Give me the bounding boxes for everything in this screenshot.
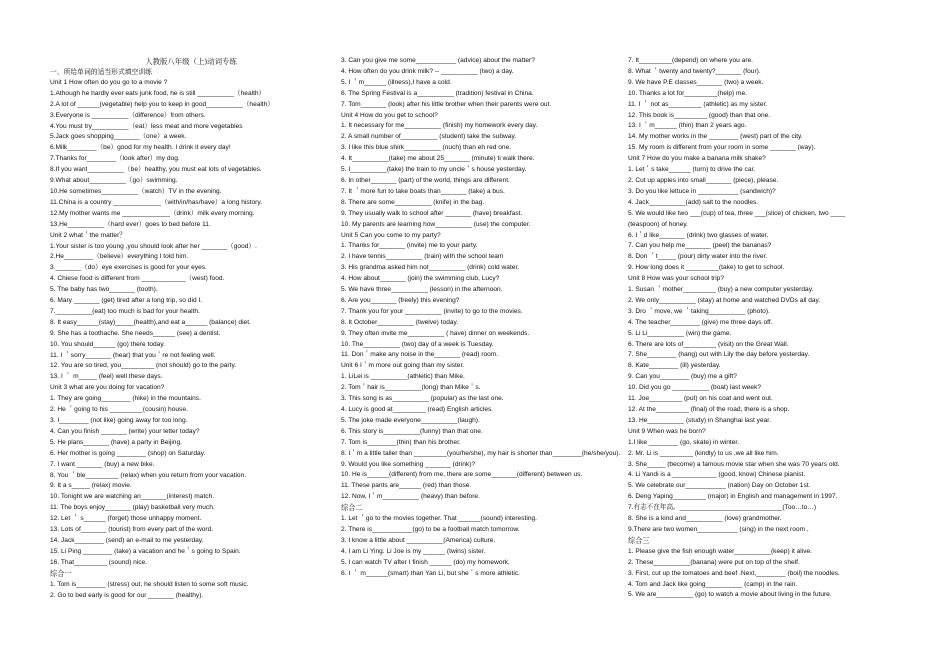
exercise-line: 10. Thanks a lot for_________(help) me. (628, 89, 748, 97)
exercise-line: 5. He plans_______ (have) a party in Beijing. (50, 438, 182, 446)
exercise-line: 5. I can watch TV after I finish ______ (do) my homework. (341, 558, 510, 566)
exercise-line: 9. It a s_____ (relax) movie. (50, 482, 132, 490)
exercise-line: 1. Tom is________ (stress) out, he should listen to some soft music. (50, 580, 249, 588)
exercise-line: 1. It necessary for me__________ (finish) my homework every day. (341, 122, 538, 130)
exercise-line: 1.Your sister is too young ,you should look after her _______（good）. (50, 242, 257, 250)
exercise-line: 13.He__________（hard ever）goes to bed before 11. (50, 220, 211, 228)
exercise-line: 8. I＇m a little taller than _________(you/he/she), my hair is shorter than________(he/she/you). (341, 449, 621, 457)
column-2 (341, 56, 623, 580)
exercise-line: 4. Tom and Jack like going__________ (camp) in the rain. (628, 580, 798, 588)
exercise-line: 14. Jack________ (send) an e-mail to me yesterday. (50, 536, 204, 544)
exercise-line: 4.You must try__________（eat）less meat and more vegetables (50, 122, 243, 130)
exercise-line: 3.Everyone is __________（difference）from others. (50, 111, 206, 119)
exercise-line: 6. Her mother is going ________ (shop) on Saturday. (50, 449, 206, 457)
exercise-line: 4. Lucy is good at_________ (read) English articles. (341, 406, 494, 413)
exercise-line: 9. Can you________ (buy) me a gift? (628, 373, 737, 381)
exercise-line: 2. A small number of__________ (student) take the subway. (341, 133, 517, 141)
exercise-line: 1. Let＇s take______ (turn) to drive the car. (628, 166, 756, 174)
exercise-line: 10. You should______ (go) there today. (50, 340, 165, 348)
exercise-line: 2.A lot of ______(vegetable) help you to keep in good__________（health） (50, 100, 274, 108)
unit-heading: Unit 4 How do you get to school? (341, 111, 438, 119)
exercise-line: 5. I__________(take) the train to my uncle＇s house yesterday. (341, 166, 527, 174)
exercise-line: 11. Joe_________ (put) on his coat and went out. (628, 395, 773, 403)
exercise-line: 9.There are two women___________ (sing) in the next room , (628, 525, 809, 533)
exercise-line: 3. She_____ (become) a famous movie star when she was 70 years old. (628, 460, 840, 468)
exercise-line: 6. Deng Yaping_________ (major) in English and management in 1997. (628, 493, 838, 501)
column-1-lines (50, 78, 332, 602)
exercise-line: 5. The baby has two_______ (tooth). (50, 286, 158, 294)
exercise-line: 10. Tonight we are watching an_______(interest) match. (50, 493, 215, 501)
exercise-line: 8. It October__________ (twelve) today. (341, 318, 459, 326)
exercise-line: 4. It__________(take) me about 25_______ (minute) ti walk there. (341, 155, 535, 163)
column-3 (628, 56, 910, 601)
exercise-line: 3. His grandma asked him not__________ (drink) cold water. (341, 264, 520, 272)
exercise-line: 2. We only__________ (stay) at home and watched DVDs all day. (628, 296, 821, 304)
exercise-line: 9. Would you like something _______ (drink)? (341, 460, 476, 468)
column-2-lines (341, 56, 623, 580)
exercise-line: 1. Please give the fish enough water__________(keep) it alive. (628, 547, 813, 555)
exercise-line: 7. I want _______ (buy) a new bike. (50, 460, 155, 468)
unit-heading: Unit 1 How often do you go to a movie ? (50, 78, 168, 86)
exercise-line: 9.What about__________（go）swimming. (50, 177, 178, 185)
exercise-line: 13. Lots of_______ (tourist) from every part of the word. (50, 526, 214, 534)
exercise-line: 11. The boys enjoy_______ (play) basketball very much. (50, 504, 215, 512)
exercise-line: 11. These pants are______ (red) than those. (341, 482, 472, 490)
exercise-line: 5. We are__________ (go) to watch a movie about living in the future. (628, 591, 832, 599)
exercise-line: 8. What ＇twenty and twenty?_______ (four). (628, 67, 761, 75)
exercise-line: 2. There is___________(go) to be a football match tomorrow. (341, 525, 520, 533)
exercise-line: 4. Chiese food is different from ____________（west) food. (50, 275, 225, 283)
exercise-line: 7.有志不在年高。____________________________(Too…to…) (628, 504, 817, 512)
exercise-line: 2. Tom＇hair is__________(long) than Mike＇s. (341, 384, 481, 392)
exercise-line: 3. First, cut up the tomatoes and beef .Next,________ (boil) the noodles. (628, 569, 840, 577)
review-heading: 综合三 (628, 535, 650, 545)
exercise-line: 8. There are some__________ (knife) in the bag. (341, 198, 485, 206)
exercise-line: 12. Now, I＇m__________ (heavy) than before. (341, 493, 480, 501)
exercise-line: 13. I ＇m______ (thin) than 2 years ago. (628, 122, 747, 130)
document-title: 人教版八年级（上)动词专练 (145, 57, 237, 66)
exercise-line: 3. I________ (not like) going away for too long. (50, 417, 188, 424)
exercise-line: 6. I ＇ m______(smart) than Yan Li, but she＇s more athletic. (341, 569, 520, 577)
exercise-line: 5. We celebrate our___________ (nation) Day on October 1st. (628, 482, 811, 490)
exercise-line: 7. It ＇more fun to take boats than_______ (take) a bus. (341, 187, 505, 195)
exercise-line: 7. It_________(depend) on where you are. (628, 57, 754, 64)
unit-heading: Unit 8 How was your school trip? (628, 275, 725, 283)
exercise-line: 7.__________(eat) too much is bad for your health. (50, 307, 200, 315)
exercise-line: 6. The Spring Festival is a__________ (tradition) festival in China. (341, 89, 534, 97)
exercise-line: 7. Tom_______ (look) after his little brother when their parents were out. (341, 100, 552, 108)
exercise-line: 9. They usually walk to school after _______ (have) breakfast. (341, 209, 523, 217)
exercise-line: 6. This story is__________(funny) than that one. (341, 427, 483, 435)
exercise-line: 6. I＇d like_______ (drink) two glasses of water. (628, 231, 769, 239)
exercise-line: 8.If you want__________（be）healthy, you must eat lots of vegetables. (50, 166, 262, 174)
exercise-line: 10. The__________ (two) day of a week is Tuesday. (341, 340, 494, 348)
exercise-line: 15. My room is different from your room in some _______ (way). (628, 144, 816, 152)
exercise-line: 4. I am Li Ying. Li Joe is my ______ (twins) sister. (341, 547, 486, 555)
exercise-line: 1.I like ________ (go, skate) in winter. (628, 438, 740, 446)
exercise-line: 1. They are going________ (hike) in the mountains. (50, 395, 201, 403)
exercise-line: 11. I ＇ not as_________ (athletic) as my sister. (628, 100, 768, 108)
exercise-line: 12. At the_________ (final) of the road, there is a shop. (628, 406, 790, 413)
exercise-line: 4. Can you finish _______ (write) your letter today? (50, 427, 200, 435)
exercise-line: 2. Mr. Li is _________ (kindly) to us ,we all like him. (628, 449, 779, 457)
review-heading: 综合一 (50, 568, 72, 578)
exercise-line: 3._______（do）eye exercises is good for your eyes. (50, 264, 207, 272)
exercise-line: 10. He is______(different) from me, there are some_______(different) between us. (341, 471, 583, 479)
exercise-line: 12.My mother wants me _____________（drink）milk every morning. (50, 209, 255, 217)
exercise-line: (teaspoon) of honey. (628, 220, 688, 228)
unit-heading: Unit 2 what＇the matter？ (50, 231, 126, 239)
exercise-line: 9. They often invite me__________ ( have) dinner on weekends. (341, 329, 530, 337)
exercise-line: 3. Dro ＇move, we ＇taking__________ (photo). (628, 307, 770, 315)
exercise-line: 8. Kate________ (ill) yesterday. (628, 362, 721, 370)
exercise-line: 5. We have three__________ (lesson) in the afternoon. (341, 286, 503, 294)
unit-heading: Unit 3 what are you doing for vacation? (50, 384, 165, 392)
exercise-line: 7. She________ (hang) out with Lily the day before yesterday. (628, 351, 810, 359)
exercise-line: 3. I like this blue shirk__________ (nuch) than eh red one. (341, 144, 512, 152)
exercise-line: 1. Thanks for_______ (invite) me to your party. (341, 242, 478, 250)
exercise-line: 16. That_________ (sound) nice. (50, 558, 148, 566)
exercise-line: 2. I have tennis__________ (train) with the school team (341, 253, 504, 261)
exercise-line: 11.China is a country _____________（with/in/has/have）a long history. (50, 198, 262, 206)
exercise-line: 6. In other_______ (part) of the world, things are different. (341, 176, 510, 184)
exercise-line: 7. Can you help me_______ (peel) the bananas? (628, 242, 772, 250)
unit-heading: Unit 7 How do you make a banana milk shake? (628, 155, 766, 163)
exercise-line: 6. There are lots of_________ (visit) on the Great Wall. (628, 340, 789, 348)
exercise-line: 6. Are you_______ (freely) this evening? (341, 296, 460, 304)
exercise-line: 8. She is a kind and__________ (love) grandmother. (628, 515, 782, 523)
exercise-line: 10. Did you go __________ (boat) last week? (628, 384, 762, 392)
exercise-line: 4. How about_______ (join) the swimming club, Lucy? (341, 275, 500, 283)
exercise-line: 6.Milk________（be）good for my health. I drink it every day! (50, 144, 231, 152)
exercise-line: 2.He________（believe）everything I told him. (50, 253, 189, 261)
exercise-line: 6. Mary _______ (get) tired after a long trip, so did I. (50, 297, 203, 305)
exercise-line: 13. I ＇ m_____ (feel) well these days. (50, 373, 163, 381)
exercise-line: 12. Let ＇ s______ (forget) those unhappy moment. (50, 515, 202, 523)
exercise-line: 11. I ＇sorry_______ (hear) that you＇re not feeling well. (50, 351, 216, 359)
exercise-line: 3. Can you give me some___________ (advice) about the matter? (341, 57, 535, 64)
exercise-line: 14. My mother works in the ________ (west) part of the city. (628, 133, 803, 141)
exercise-line: 8. Don ＇t_____ (pour) dirty water into the river. (628, 253, 768, 261)
exercise-line: 8. It easy______(stay)_____(health),and eat a______ (balance) diet. (50, 318, 251, 326)
exercise-line: 1. Susan ＇mother_________ (buy) a new computer yesterday. (628, 286, 814, 294)
exercise-line: 12. This book is_________ (good) than that one. (628, 111, 771, 119)
exercise-line: 3. This song is as__________ (popular) as the last one. (341, 395, 504, 403)
exercise-line: 1.Athough he hardly ever eats junk food, he is still __________（health） (50, 89, 266, 97)
section-heading: 一、所给单词的适当形式填空训练 (50, 68, 152, 76)
exercise-line: 3. I know a little about __________(America) culture. (341, 536, 496, 544)
exercise-line: 5. Li Li__________ (win) the game. (628, 329, 732, 337)
exercise-line: 4. The teacher________ (give) me three days off. (628, 318, 773, 326)
column-3-lines (628, 56, 910, 601)
exercise-line: 2. Cut up apples into small_______ (piece), please. (628, 176, 779, 184)
exercise-line: 5. We would like two ___(cup) of tea, three ___(slice) of chicken, two ____ (628, 209, 846, 217)
exercise-line: 10.He sometimes__________（watch）TV in the evening. (50, 187, 222, 195)
exercise-line: 9. How long does it _________(take) to get to school. (628, 264, 785, 272)
exercise-line: 1. LiLei is __________(athletic) than Mike. (341, 373, 465, 381)
exercise-line: 2. These__________(banana) were put on top of the shelf. (628, 558, 800, 566)
unit-heading: Unit 5 Can you come to my party? (341, 231, 441, 239)
exercise-line: 5.Jack goes shopping_______（one）a week. (50, 133, 187, 141)
exercise-line: 4. How often do you drink milk? -- __________ (two) a day. (341, 67, 514, 75)
column-1 (50, 56, 332, 601)
unit-heading: Unit 9 When was he born? (628, 427, 706, 435)
exercise-line: 4. Jack__________(add) salt to the noodles. (628, 198, 759, 206)
exercise-line: 5. The joke made everyone__________(laugh). (341, 416, 480, 424)
exercise-line: 7. Tom is________(thin) than his brother. (341, 438, 461, 446)
exercise-line: 12. You are so tired, you_________ (not should) go to the party. (50, 362, 237, 370)
exercise-line: 13. He__________ (study) in Shanghai last year. (628, 416, 771, 424)
unit-heading: Unit 6 I＇m more out going than my sister. (341, 362, 465, 370)
exercise-line: 10. My parents are learning how__________ (use) the computer. (341, 220, 531, 228)
exercise-line: 2. He ＇going to his _________(cousin) house. (50, 406, 188, 414)
exercise-line: 4. Li Yandi is a ____________ (good, know) Chinese pianist. (628, 471, 806, 479)
exercise-line: 8. You ＇ble_________ (relax) when you return from your vacation. (50, 471, 247, 479)
exercise-line: 1. Let ＇go to the movies together. That ______(sound) interesting. (341, 515, 537, 523)
exercise-line: 2. Go to bed early is good for our _______ (healthy). (50, 591, 204, 599)
exercise-line: 7.Thanks for________（look after）my dog. (50, 155, 180, 163)
exercise-line: 7. Thank you for your __________ (invite) to go to the movies. (341, 307, 523, 315)
exercise-line: 11. Don＇make any noise in the_______ (read) room. (341, 351, 499, 359)
exercise-line: 15. Li Ping ________ (take) a vacation and he＇s going to Spain. (50, 547, 241, 555)
exercise-line: 9. We have P.E classes_______ (two) a week. (628, 78, 764, 86)
exercise-line: 5. I ＇m______ (illness),I have a cold. (341, 78, 452, 86)
exercise-line: 9. She has a toothache. She needs______ (see) a dentist. (50, 329, 221, 337)
review-heading: 综合二 (341, 503, 363, 513)
exercise-line: 3. Do you like lettuce in ___________ (sandwich)? (628, 187, 776, 195)
